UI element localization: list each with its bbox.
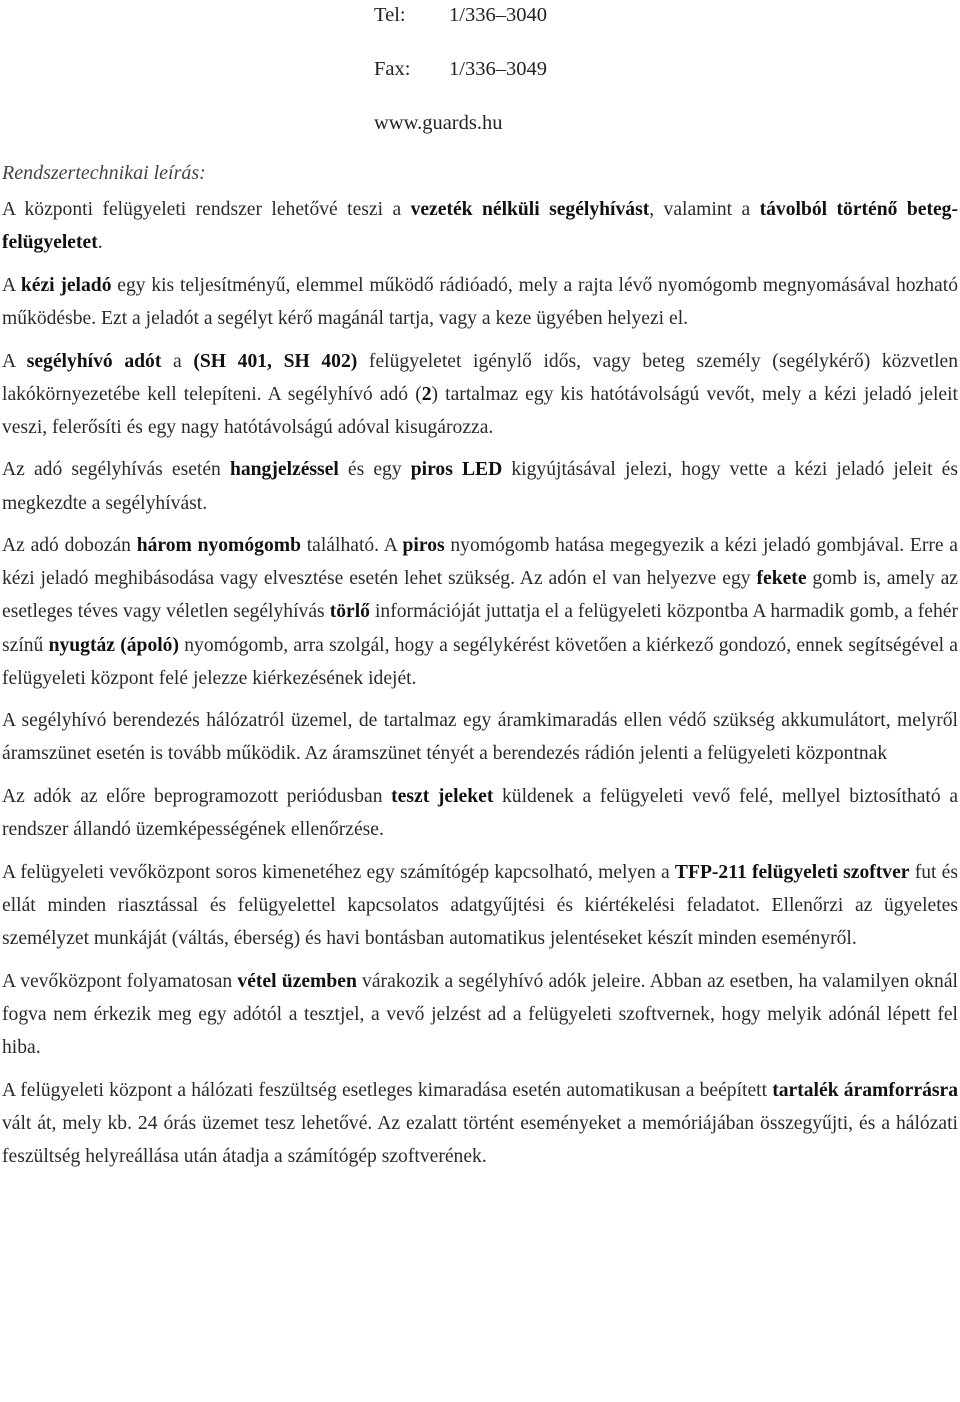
text-run: található. A [301,535,403,557]
fax-label: Fax: [374,58,411,80]
tel-number: 1/336–3040 [449,4,547,26]
text-run: A központi felügyeleti rendszer lehetővé teszi a [2,199,411,220]
bold-text: 2 [421,383,432,405]
bold-text: vétel üzemben [237,970,357,992]
text-run: , valamint a [649,199,760,220]
tel-row [374,2,547,28]
text-run: A felügyeleti központ a hálózati feszültség esetleges kimaradása esetén automatikusan a beépített [2,1079,773,1101]
text-run: Az adó dobozán [2,535,137,557]
bold-text: piros [402,535,445,557]
paragraph [2,529,958,694]
bold-text: vezeték nélküli segélyhívást [410,199,650,220]
text-run: . [97,232,103,254]
website-link[interactable]: www.guards.hu [374,112,503,134]
bold-text: teszt jeleket [391,786,494,808]
text-run: fut és ellát minden riasztással és felügyelettel kapcsolatos adatgyűjtési és kiértékelési feladatot. Ellenőrzi az ügyeletes személyzet munkáját (váltás, éberség) és havi bontásban automatikus jelentéseket készít minden eseményről. [2,861,958,950]
text-run: egy kis teljesítményű, elemmel működő rádióadó, mely a rajta lévő nyomógomb megnyomásával hozható működésbe. Ezt a jeladót a segélyt kérő magánál tartja, vagy a keze ügyében helyezi el. [2,274,958,329]
text-run: A felügyeleti vevőközpont soros kimenetéhez egy számítógép kapcsolható, melyen a [2,861,675,883]
text-run: várakozik a segélyhívó adók jeleire. Abban az esetben, ha valamilyen oknál fogva nem érkezik meg egy adótól a tesztjel, a vevő jelzést ad a felügyeleti szoftvernek, hogy melyik adónál lépett fel hiba. [2,970,958,1058]
tel-label: Tel: [374,4,406,26]
text-run: A [2,274,21,296]
fax-number: 1/336–3049 [449,58,547,80]
paragraph [2,704,958,770]
paragraph [2,269,958,335]
text-run: információját juttatja el a felügyeleti központba A harmadik gomb, a fehér színű [2,601,958,656]
bold-text: fekete [756,568,807,590]
fax-row [374,56,547,82]
paragraph [2,780,958,846]
text-run: és egy [338,459,411,481]
website-row [374,110,503,136]
bold-text: tartalék áramforrásra [772,1079,958,1101]
bold-text: kézi jeladó [20,274,112,296]
bold-text: TFP-211 felügyeleti szoftver [674,861,910,883]
bold-text: (SH 401, SH 402) [193,350,358,372]
paragraph [2,1074,958,1173]
text-run: A segélyhívó berendezés hálózatról üzemel, de tartalmaz egy áramkimaradás ellen védő szükség akkumulátort, melyről áramszünet esetén is tovább működik. Az áramszünet tényét a berendezés rádión jelenti a felügyeleti központnak [2,710,958,765]
document-body [2,193,958,1173]
text-run: gomb is, amely az esetleges téves vagy véletlen segélyhívás [2,568,958,623]
text-run: nyomógomb, arra szolgál, hogy a segélykérést követően a kiérkező gondozó, ennek segítségével a felügyeleti központ felé jelezze kiérkezésének idejét. [2,634,958,689]
paragraph [2,856,958,955]
text-run: felügyeletet igénylő idős, vagy beteg személy (segélykérő) közvetlen lakókörnyezetébe kell telepíteni. A segélyhívó adó ( [2,350,959,405]
text-run: ) tartalmaz egy kis hatótávolságú vevőt, mely a kézi jeladó jeleit veszi, felerősíti és egy nagy hatótávolságú adóval kisugározza. [2,383,959,438]
paragraph [2,453,958,519]
text-run: Az adók az előre beprogramozott periódusban [2,786,392,808]
paragraph [2,965,958,1064]
paragraph [2,345,958,444]
bold-text: segélyhívó adót [26,350,162,372]
bold-text: távolból történő beteg-felügyeletet [2,199,958,254]
bold-text: piros LED [410,459,503,481]
bold-text: törlő [329,601,370,623]
text-run: nyomógomb hatása megegyezik a kézi jeladó gombjával. Erre a kézi jeladó meghibásodása vagy elvesztése esetén lehet szükség. Az adón el van helyezve egy [2,535,959,590]
text-run: vált át, mely kb. 24 órás üzemet tesz lehetővé. Az ezalatt történt eseményeket a memóriájában összegyűjti, és a hálózati feszültség helyreállása után átadja a számítógép szoftverének. [2,1112,958,1167]
bold-text: hangjelzéssel [229,459,339,481]
text-run: A [2,350,27,372]
text-run: A vevőközpont folyamatosan [2,970,238,992]
bold-text: nyugtáz (ápoló) [48,634,180,656]
text-run: Az adó segélyhívás esetén [2,459,230,481]
text-run: küldenek a felügyeleti vevő felé, mellyel biztosítható a rendszer állandó üzemképességének ellenőrzése. [2,786,959,841]
paragraph [2,193,958,259]
text-run: a [161,350,194,372]
text-run: kigyújtásával jelezi, hogy vette a kézi jeladó jeleit és megkezdte a segélyhívást. [2,459,959,514]
section-heading: Rendszertechnikai leírás: [2,162,206,184]
bold-text: három nyomógomb [136,535,301,557]
